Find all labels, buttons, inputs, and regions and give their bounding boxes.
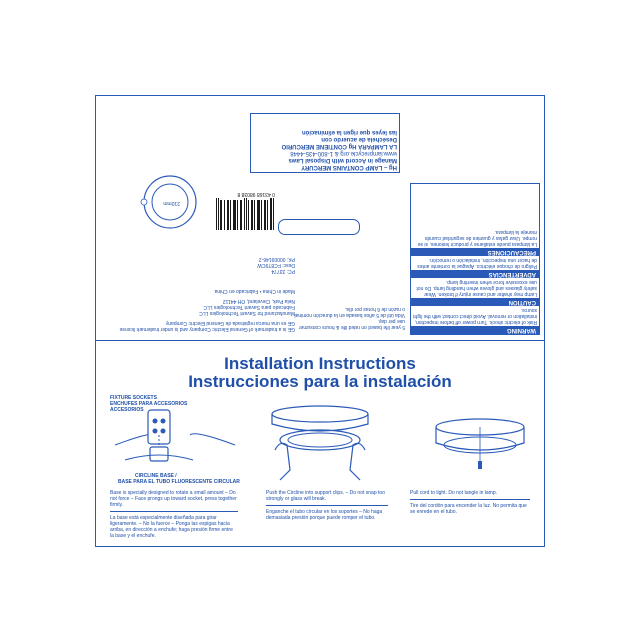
title-english: Installation Instructions	[224, 354, 416, 373]
step2-text-es: Enganche el tubo circular en los soportes – No haga demasiada presión porque puede romper el tubo.	[266, 509, 383, 521]
step2-text	[266, 490, 388, 521]
step2-illustration	[265, 400, 375, 485]
disposal-laws-line: Manage in Accord with Disposal Laws	[288, 157, 397, 163]
sockets-label-es: ENCHUFES PARA ACCESORIOS	[110, 401, 188, 407]
ring-illustration	[140, 172, 200, 232]
pk-code: PK: 00009146-2	[258, 256, 295, 262]
mfr-line: GE es una marca registrada de General Electric Company	[165, 320, 295, 326]
step1-illustration	[110, 395, 240, 490]
life-line: use per day.	[377, 318, 405, 324]
recycle-line: www.lamprecycle.org & 1-800-435-4448	[290, 150, 397, 156]
life-note	[285, 306, 405, 330]
ring-size-label: 210mm	[163, 200, 180, 206]
life-line: Vida útil de 5 años basada en la duración nominal	[294, 312, 405, 318]
step3-text-es: Tire del cordón para encender la luz. No permita que se enrede en el tubo.	[410, 503, 527, 515]
caution-header: CAUTION	[411, 298, 539, 306]
mercury-line: Hg – LAMP CONTAINS MERCURY	[301, 164, 397, 170]
manufacturer-block	[105, 288, 295, 332]
deseche-line: Deséchela de acuerdo con	[321, 136, 397, 142]
mfr-line: Made in China • Fabricado en China	[214, 288, 295, 294]
advertencias-header: ADVERTENCIAS	[411, 270, 539, 278]
step1-divider	[110, 511, 238, 512]
hang-hole	[278, 219, 360, 235]
step2-divider	[266, 505, 388, 506]
base-label-es: BASE PARA EL TUBO FLUORESCENTE CIRCULAR	[118, 479, 240, 485]
disposal-box	[250, 113, 400, 173]
step3-illustration	[430, 415, 530, 485]
life-line: 5 year life based on rated life & hours consumer	[298, 324, 405, 330]
mfr-line: Fabricado para Savant Technologies LLC	[203, 304, 295, 310]
base-label-en: CIRCLINE BASE /	[135, 473, 177, 479]
sockets-label-es2: ACCESORIOS	[110, 407, 144, 413]
desc-code: Desc: FC8T9CW	[257, 262, 295, 268]
title-spanish: Instrucciones para la instalación	[188, 372, 452, 391]
warnings-box	[410, 183, 540, 335]
barcode-digits: 0 43168 98038 8	[237, 191, 275, 197]
step3-divider	[410, 499, 530, 500]
pc-code: PC: 33774	[271, 268, 295, 274]
advertencias-text: Peligro de choque eléctrico. Apague la corriente antes de hacer una inspección, instalación o remoción.	[417, 257, 537, 269]
life-line: o razón de 6 horas por día.	[344, 306, 405, 312]
step2-text-en: Push the Circline into support clips. – Do not snap too strongly or glass will break.	[266, 490, 385, 502]
warning-header: WARNING	[411, 326, 539, 334]
step3-text	[410, 490, 530, 515]
step1-text	[110, 490, 238, 539]
mercurio-line: LA LAMPARA Hg CONTIENE MERCURIO	[281, 143, 397, 149]
step1-text-es: La base está especialmente diseñada para girar ligeramente. – No la fuerce – Ponga las espigas hacia arriba, en dirección a enchufe; haga presión firme entre la base y el enchufe.	[110, 515, 233, 539]
warning-text: Risk of electric shock. Turn power off before inspection, installation or removal. Avoid direct contact with the light source.	[413, 307, 537, 325]
precauciones-text: La lámpara puede estallarse y producir lesiones, si se rompe. Usar gafas y guantes de seguridad cuando maneje la lámpara.	[417, 229, 537, 247]
mfr-line: Manufactured for Savant Technologies LLC	[199, 310, 295, 316]
step3-text-en: Pull cord to light. Do not tangle in lamp.	[410, 490, 497, 496]
fold-line	[95, 340, 545, 341]
top-section-rotated	[95, 96, 545, 340]
barcode	[215, 190, 275, 230]
precauciones-header: PRECAUCIONES	[411, 248, 539, 256]
leyes-line: las leyes que rigen la eliminación	[301, 129, 397, 135]
caution-text: Lamp may shatter and cause injury if broken. Wear safety glasses and gloves when handling lamp. Do not use excessive force when inserting lamp.	[416, 279, 537, 297]
mfr-line: GE is a trademark of General Electric Company and is under trademark license	[119, 326, 295, 332]
product-codes	[257, 256, 295, 274]
step1-text-en: Base is specially designed to rotate a small amount – Do not force – Face prongs up toward socket, press together firmly.	[110, 490, 237, 508]
mfr-line: Nela Park, Cleveland, OH 44112	[222, 298, 295, 304]
sockets-label-en: FIXTURE SOCKETS	[110, 395, 157, 401]
